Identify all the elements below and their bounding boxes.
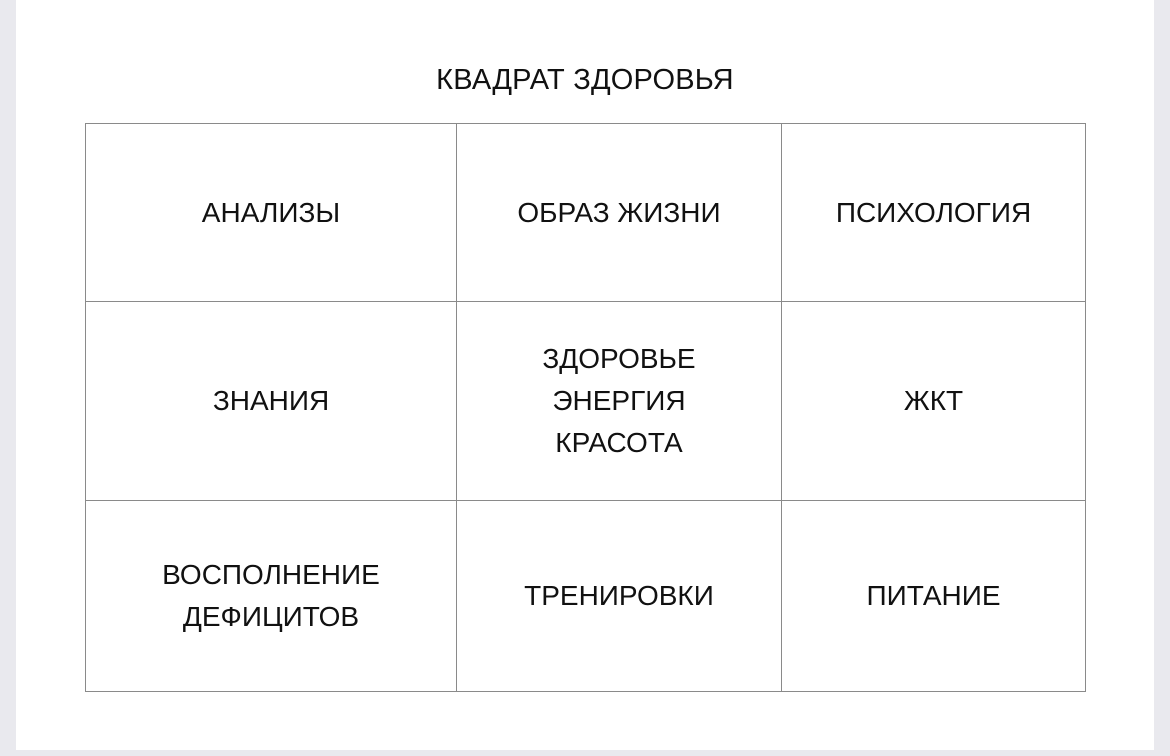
cell-label: ВОСПОЛНЕНИЕ ДЕФИЦИТОВ: [162, 559, 380, 632]
cell-label: ЗДОРОВЬЕ ЭНЕРГИЯ КРАСОТА: [542, 343, 696, 458]
cell-label: ЖКТ: [903, 385, 964, 416]
table-row: [86, 302, 1086, 501]
health-square-table: [85, 123, 1086, 692]
cell-label: ПСИХОЛОГИЯ: [835, 196, 1032, 228]
cell-label: ОБРАЗ ЖИЗНИ: [517, 196, 721, 228]
table-cell: [457, 124, 782, 302]
table-cell: [457, 501, 782, 692]
table-cell: [782, 501, 1086, 692]
table-cell: [86, 302, 457, 501]
cell-label: ЗНАНИЯ: [212, 385, 330, 416]
cell-label: АНАЛИЗЫ: [201, 196, 341, 228]
table-row: [86, 124, 1086, 302]
table-cell: [782, 302, 1086, 501]
table-cell: [782, 124, 1086, 302]
table-cell: [86, 501, 457, 692]
table-row: [86, 501, 1086, 692]
table-cell: [86, 124, 457, 302]
table-cell: [457, 302, 782, 501]
page-title: КВАДРАТ ЗДОРОВЬЯ: [436, 64, 734, 96]
cell-label: ПИТАНИЕ: [866, 580, 1001, 611]
cell-label: ТРЕНИРОВКИ: [524, 580, 714, 611]
